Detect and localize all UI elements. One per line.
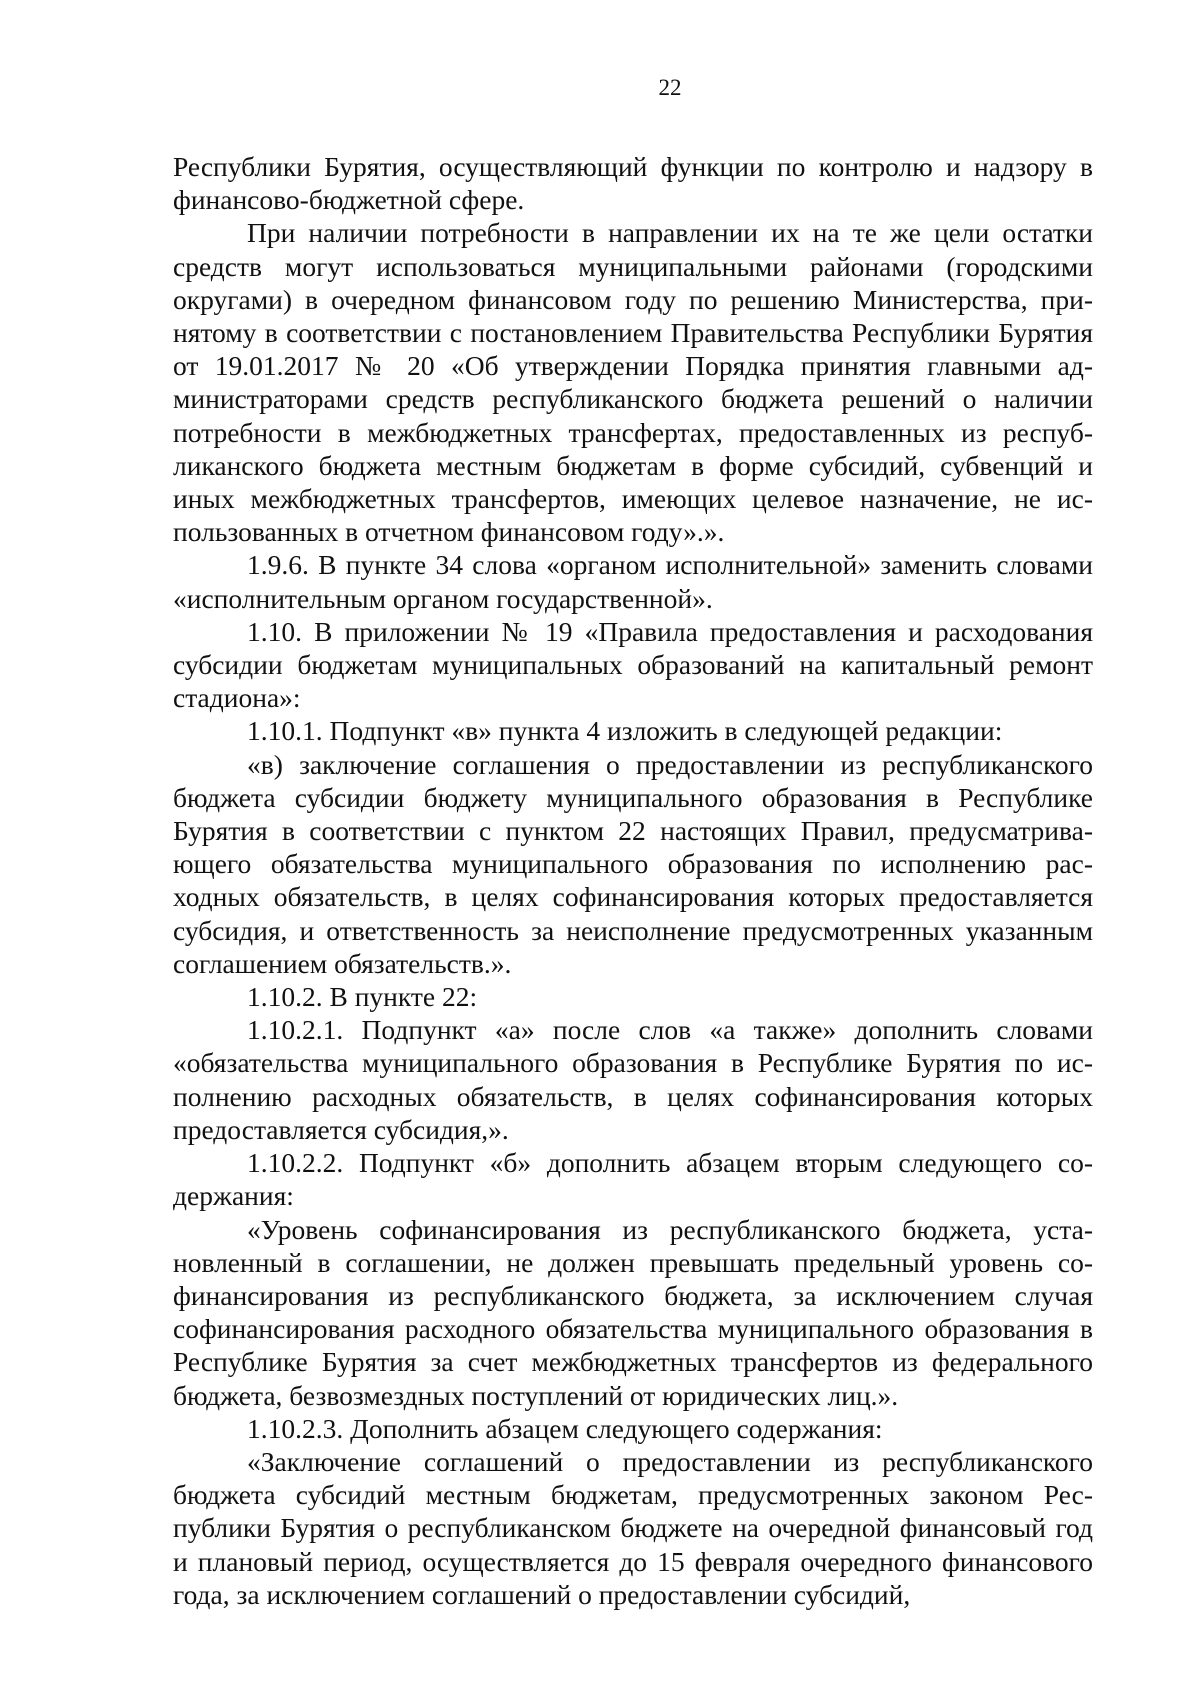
paragraph: 1.10.2.2. Подпункт «б» дополнить абзацем вторым следующего содержания: (173, 1147, 1093, 1212)
paragraph: При наличии потребности в направлении их на те же цели остатки средств могут использоваться муниципальными районами (городскими округами) в очередном финансовом году по решению Министерства, принятому в соответствии с постановлением Правительства Республики Бурятия от 19.01.2017 № 20 «Об утверждении Порядка принятия главными администраторами средств республиканского бюджета решений о наличии потребности в межбюджетных трансфертах, предоставленных из республиканского бюджета местным бюджетам в форме субсидий, субвенций и иных межбюджетных трансфертов, имеющих целевое назначение, не использованных в отчетном финансовом году».». (173, 217, 1093, 548)
paragraph: Республики Бурятия, осуществляющий функции по контролю и надзору в финансово-бюджетной сфере. (173, 151, 1093, 216)
paragraph: 1.10.2. В пункте 22: (247, 981, 478, 1013)
paragraph: «в) заключение соглашения о предоставлении из республиканского бюджета субсидии бюджету муниципального образования в Республике Бурятия в соответствии с пунктом 22 настоящих Правил, предусматривающего обязательства муниципального образования по исполнению расходных обязательств, в целях софинансирования которых предоставляется субсидия, и ответственность за неисполнение предусмотренных указанным соглашением обязательств.». (173, 748, 1093, 979)
paragraph: 1.9.6. В пункте 34 слова «органом исполнительной» заменить словами «исполнительным органом государственной». (173, 549, 1093, 614)
page-number: 22 (658, 75, 682, 100)
paragraph: 1.10.2.1. Подпункт «а» после слов «а также» дополнить словами «обязательства муниципального образования в Республике Бурятия по исполнению расходных обязательств, в целях софинансирования которых предоставляется субсидия,». (173, 1014, 1093, 1145)
paragraph: «Заключение соглашений о предоставлении из республиканского бюджета субсидий местным бюджетам, предусмотренных законом Республики Бурятия о республиканском бюджете на очередной финансовый год и плановый период, осуществляется до 15 февраля очередного финансового года, за исключением соглашений о предоставлении субсидий, (173, 1445, 1093, 1610)
paragraph: 1.10.2.3. Дополнить абзацем следующего содержания: (247, 1412, 883, 1444)
paragraph: 1.10. В приложении № 19 «Правила предоставления и расходования субсидии бюджетам муниципальных образований на капитальный ремонт стадиона»: (173, 615, 1093, 714)
document-body (173, 150, 1093, 1611)
paragraph: 1.10.1. Подпункт «в» пункта 4 изложить в следующей редакции: (247, 715, 1003, 747)
paragraph: «Уровень софинансирования из республиканского бюджета, установленный в соглашении, не должен превышать предельный уровень софинансирования из республиканского бюджета, за исключением случая софинансирования расходного обязательства муниципального образования в Республике Бурятия за счет межбюджетных трансфертов из федерального бюджета, безвозмездных поступлений от юридических лиц.». (173, 1213, 1093, 1411)
